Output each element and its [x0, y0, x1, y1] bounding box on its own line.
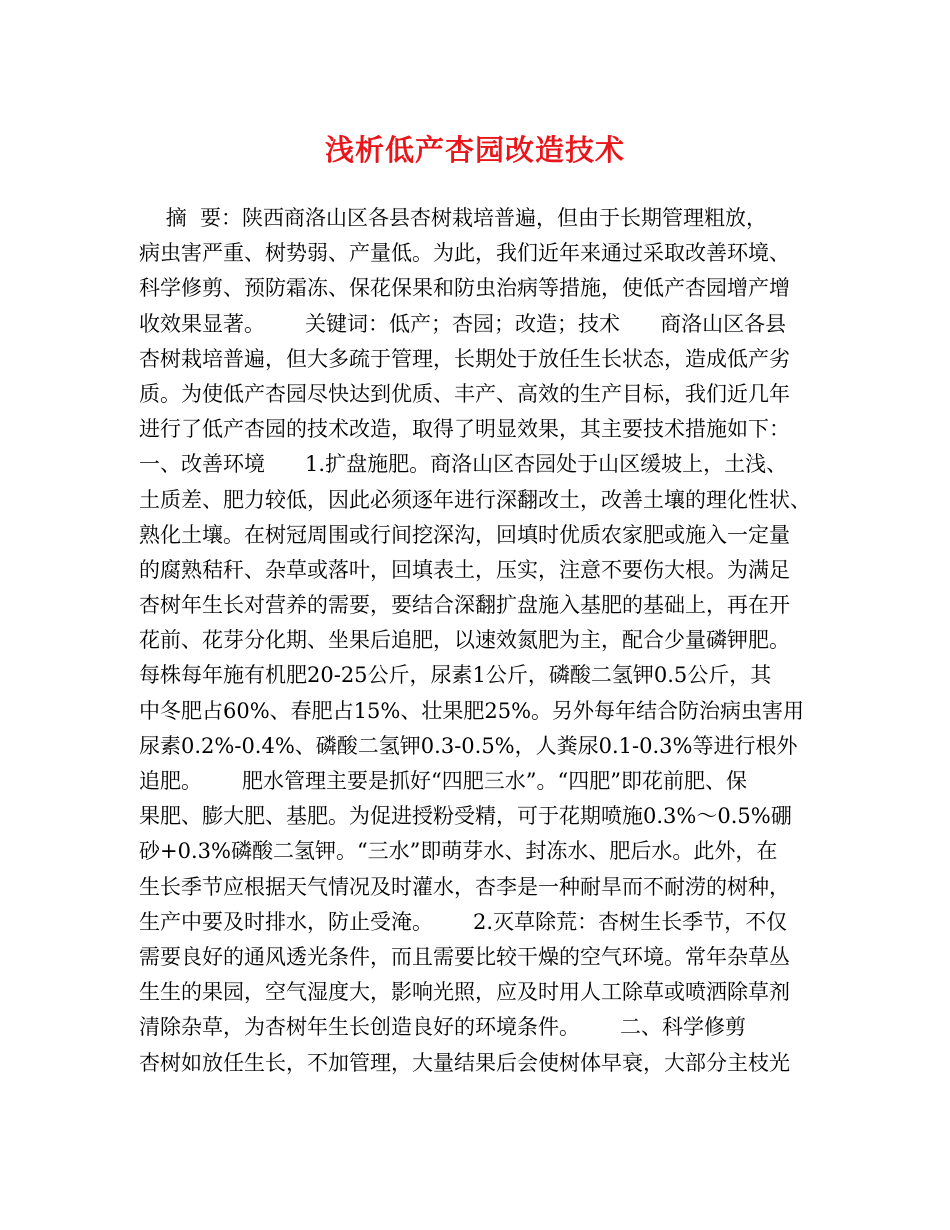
- text-line: 生产中要及时排水，防止受淹。 2.灭草除荒：杏树生长季节，不仅: [139, 909, 788, 934]
- text-line: 一、改善环境 1.扩盘施肥。商洛山区杏园处于山区缓坡上，土浅、: [139, 452, 788, 477]
- text-line: 每株每年施有机肥20-25公斤，尿素1公斤，磷酸二氢钾0.5公斤，其: [139, 663, 772, 688]
- text-line: 生长季节应根据天气情况及时灌水，杏李是一种耐旱而不耐涝的树种，: [139, 874, 790, 899]
- text-line: 花前、花芽分化期、坐果后追肥，以速效氮肥为主，配合少量磷钾肥。: [139, 628, 790, 653]
- text-line: 的腐熟秸秆、杂草或落叶，回填表土，压实，注意不要伤大根。为满足: [139, 557, 790, 582]
- text-line: 熟化土壤。在树冠周围或行间挖深沟，回填时优质农家肥或施入一定量: [139, 522, 790, 547]
- text-line: 土质差、肥力较低，因此必须逐年进行深翻改土，改善土壤的理化性状、: [139, 487, 811, 512]
- text-line: 中冬肥占60%、春肥占15%、壮果肥25%。另外每年结合防治病虫害用: [139, 698, 805, 723]
- text-line: 收效果显著。 关键词：低产；杏园；改造；技术 商洛山区各县: [139, 311, 787, 336]
- text-line: 需要良好的通风透光条件，而且需要比较干燥的空气环境。常年杂草丛: [139, 944, 790, 969]
- text-line: 生生的果园，空气湿度大，影响光照，应及时用人工除草或喷洒除草剂: [139, 980, 790, 1005]
- text-line: 果肥、膨大肥、基肥。为促进授粉受精，可于花期喷施0.3%～0.5%硼: [139, 804, 792, 829]
- text-line: 科学修剪、预防霜冻、保花保果和防虫治病等措施，使低产杏园增产增: [139, 276, 790, 301]
- text-line: 摘 要：陕西商洛山区各县杏树栽培普遍，但由于长期管理粗放，: [139, 206, 768, 230]
- text-line: 追肥。 肥水管理主要是抓好“四肥三水”。“四肥”即花前肥、保: [139, 769, 747, 793]
- text-line: 进行了低产杏园的技术改造，取得了明显效果，其主要技术措施如下：: [139, 417, 790, 442]
- text-line: 清除杂草，为杏树年生长创造良好的环境条件。 二、科学修剪: [139, 1015, 747, 1040]
- text-line: 杏树如放任生长，不加管理，大量结果后会使树体早衰，大部分主枝光: [139, 1050, 790, 1075]
- text-line: 尿素0.2%-0.4%、磷酸二氢钾0.3-0.5%，人粪尿0.1-0.3%等进行根外: [139, 733, 798, 758]
- text-line: 杏树年生长对营养的需要，要结合深翻扩盘施入基肥的基础上，再在开: [139, 593, 790, 618]
- text-line: 质。为使低产杏园尽快达到优质、丰产、高效的生产目标，我们近几年: [139, 381, 790, 406]
- text-line: 病虫害严重、树势弱、产量低。为此，我们近年来通过采取改善环境、: [139, 241, 790, 266]
- text-line: 砂+0.3%磷酸二氢钾。“三水”即萌芽水、封冻水、肥后水。此外，在: [139, 839, 778, 864]
- document-body: [139, 201, 821, 1081]
- text-line: 杏树栽培普遍，但大多疏于管理，长期处于放任生长状态，造成低产劣: [139, 346, 790, 371]
- document-title: 浅析低产杏园改造技术: [324, 133, 625, 167]
